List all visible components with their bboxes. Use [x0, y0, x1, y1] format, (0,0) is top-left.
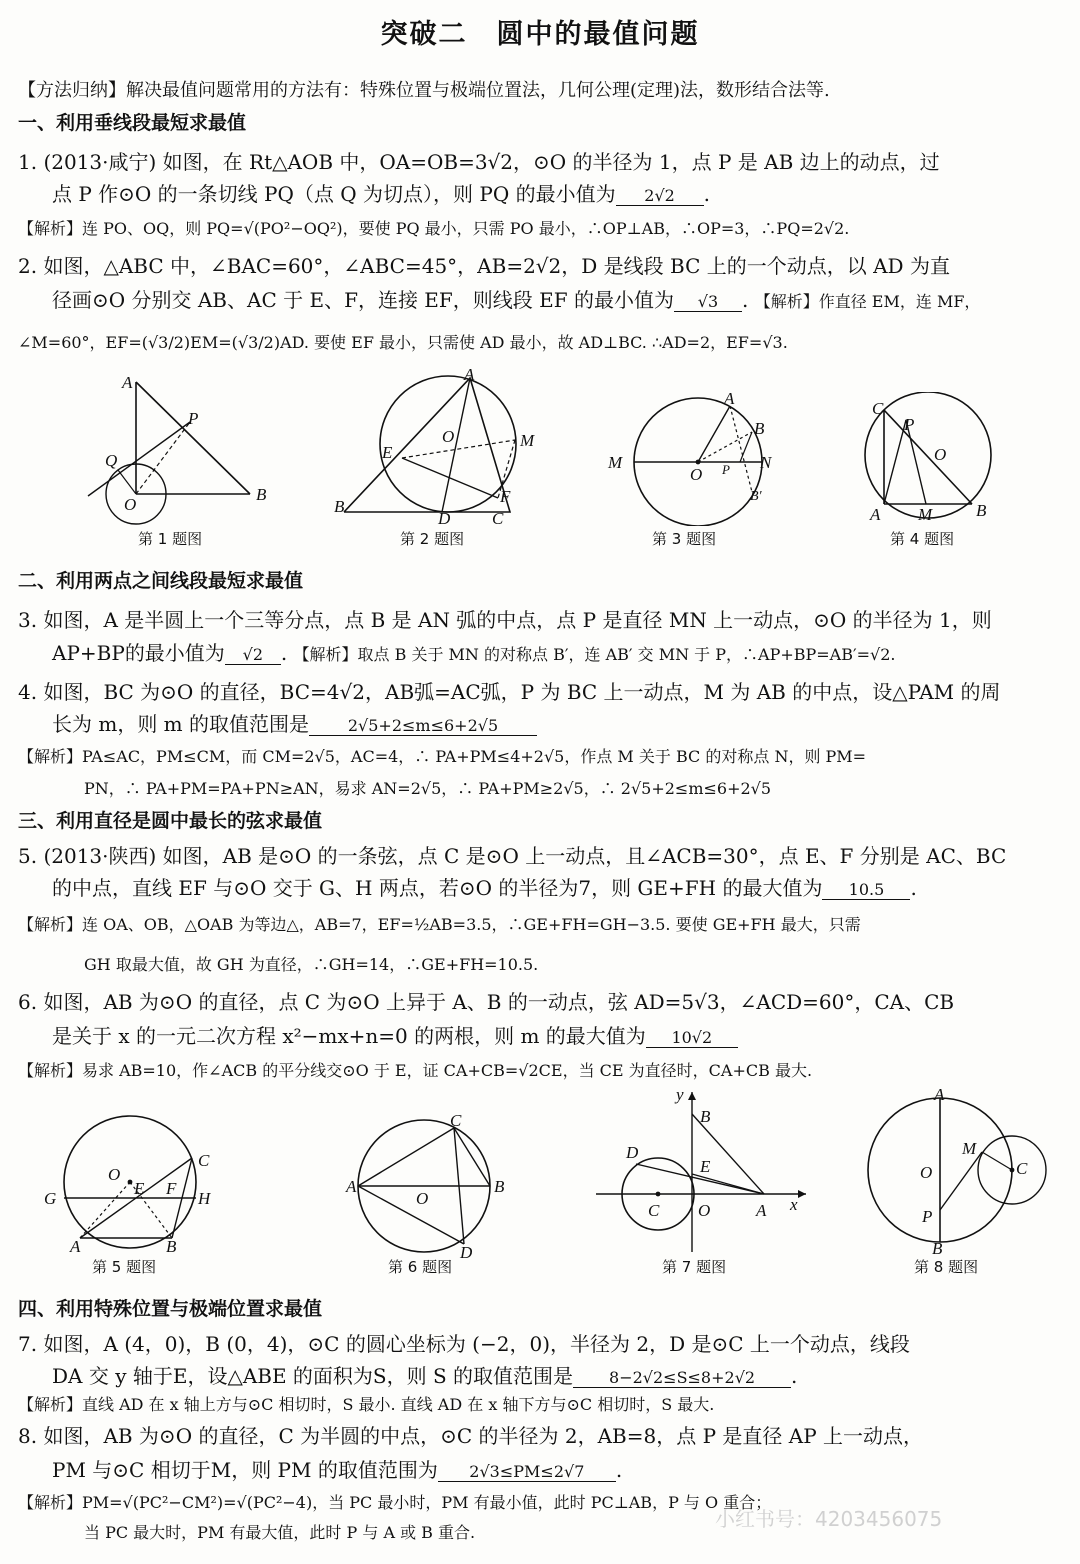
fig1-label-q: Q	[105, 451, 118, 470]
fig3-label-b-prime: B′	[750, 489, 762, 504]
caption-5: 第 5 题图	[92, 1258, 157, 1276]
fig3-label-o: O	[690, 465, 703, 484]
fig3-label-m: M	[608, 453, 623, 472]
fig7-label-a: A	[756, 1201, 767, 1220]
caption-4: 第 4 题图	[890, 530, 955, 548]
q8-answer: 2√3≤PM≤2√7	[438, 1462, 616, 1482]
fig4-label-p: P	[904, 415, 915, 434]
figure-1	[78, 366, 288, 526]
caption-8: 第 8 题图	[914, 1258, 979, 1276]
fig2-label-f: F	[500, 487, 511, 506]
fig7-label-o: O	[698, 1201, 711, 1220]
q3-line2: AP+BP的最小值为 √2 . 【解析】取点 B 关于 MN 的对称点 B′，连 AB′ 交 MN 于 P，∴AP+BP=AB′=√2.	[52, 641, 896, 665]
q8-solution-2: 当 PC 最大时，PM 有最大值，此时 P 与 A 或 B 重合.	[84, 1523, 476, 1542]
fig5-label-e: E	[134, 1179, 145, 1198]
caption-6: 第 6 题图	[388, 1258, 453, 1276]
fig6-label-o: O	[416, 1189, 429, 1208]
q8-line2: PM 与⊙C 相切于M，则 PM 的取值范围为 2√3≤PM≤2√7 .	[52, 1458, 623, 1482]
fig7-label-d: D	[626, 1143, 639, 1162]
fig3-label-p: P	[722, 462, 730, 477]
fig5-label-f: F	[166, 1179, 177, 1198]
fig4-label-m: M	[918, 505, 933, 524]
caption-1: 第 1 题图	[138, 530, 203, 548]
fig6-label-d: D	[460, 1243, 473, 1258]
figure-6	[340, 1110, 520, 1258]
figure-8	[864, 1086, 1054, 1256]
fig3-label-n: N	[760, 453, 772, 472]
q6-answer: 10√2	[646, 1028, 738, 1048]
fig6-label-a: A	[346, 1177, 357, 1196]
fig2-label-d: D	[438, 509, 451, 526]
q7-line1: 7. 如图，A (4，0)，B (0，4)，⊙C 的圆心坐标为 (−2，0)，半径为 2，D 是⊙C 上一个动点，线段	[18, 1332, 910, 1356]
fig5-label-a: A	[70, 1237, 81, 1256]
fig5-label-c: C	[198, 1151, 210, 1170]
q6-line2: 是关于 x 的一元二次方程 x²−mx+n=0 的两根，则 m 的最大值为 10√2	[52, 1020, 738, 1049]
q2-line1: 2. 如图，△ABC 中，∠BAC=60°，∠ABC=45°，AB=2√2，D 是线段 BC 上的一个动点，以 AD 为直	[18, 254, 950, 278]
q7-answer: 8−2√2≤S≤8+2√2	[573, 1368, 791, 1388]
q6-solution: 【解析】易求 AB=10，作∠ACB 的平分线交⊙O 于 E，证 CA+CB=√2CE，当 CE 为直径时，CA+CB 最大.	[18, 1061, 813, 1080]
fig8-label-o: O	[920, 1163, 933, 1182]
fig2-label-c: C	[492, 509, 504, 526]
fig5-label-h: H	[198, 1189, 211, 1208]
fig6-label-c: C	[450, 1111, 462, 1130]
q2-line2: 径画⊙O 分别交 AB、AC 于 E、F，连接 EF，则线段 EF 的最小值为 √3 . 【解析】作直径 EM，连 MF，	[52, 288, 981, 312]
q8-solution-1: 【解析】PM=√(PC²−CM²)=√(PC²−4)，当 PC 最小时，PM 有最小值，此时 PC⊥AB，P 与 O 重合；	[18, 1493, 772, 1512]
q5-solution-1: 【解析】连 OA、OB，△OAB 为等边△，AB=7，EF=½AB=3.5，∴GE+FH=GH−3.5. 要使 GE+FH 最大，只需	[18, 915, 861, 934]
fig5-label-g: G	[44, 1189, 57, 1208]
q4-line1: 4. 如图，BC 为⊙O 的直径，BC=4√2，AB弧=AC弧，P 为 BC 上一动点，M 为 AB 的中点，设△PAM 的周	[18, 680, 1001, 704]
fig2-label-b: B	[334, 497, 345, 516]
q4-answer: 2√5+2≤m≤6+2√5	[309, 716, 537, 736]
fig3-label-b: B	[754, 419, 765, 438]
q7-solution: 【解析】直线 AD 在 x 轴上方与⊙C 相切时，S 最小. 直线 AD 在 x 轴下方与⊙C 相切时，S 最大.	[18, 1395, 715, 1414]
fig8-label-p: P	[922, 1207, 933, 1226]
q1-answer: 2√2	[616, 186, 704, 206]
q8-line1: 8. 如图，AB 为⊙O 的直径，C 为半圆的中点，⊙C 的半径为 2，AB=8，点 P 是直径 AP 上一动点，	[18, 1424, 924, 1448]
fig7-label-x: x	[790, 1195, 798, 1214]
q2-answer: √3	[674, 292, 742, 312]
q5-answer: 10.5	[822, 880, 910, 900]
figure-3	[600, 376, 790, 526]
section-heading-4: 四、利用特殊位置与极端位置求最值	[18, 1298, 323, 1320]
fig2-label-o: O	[442, 427, 455, 446]
figure-5	[36, 1110, 226, 1258]
figure-4	[860, 392, 1010, 526]
fig5-label-b: B	[166, 1237, 177, 1256]
figure-7	[596, 1084, 816, 1254]
page-title: 突破二 圆中的最值问题	[380, 19, 700, 50]
q4-line2: 长为 m，则 m 的取值范围是 2√5+2≤m≤6+2√5	[52, 708, 537, 737]
method-summary: 【方法归纳】解决最值问题常用的方法有：特殊位置与极端位置法，几何公理(定理)法，数形结合法等.	[18, 80, 830, 101]
fig1-label-o: O	[124, 495, 137, 514]
q1-solution: 【解析】连 PO、OQ，则 PQ=√(PO²−OQ²)，要使 PQ 最小，只需 PO 最小，∴OP⊥AB，∴OP=3，∴PQ=2√2.	[18, 219, 850, 238]
caption-2: 第 2 题图	[400, 530, 465, 548]
fig7-label-b: B	[700, 1107, 711, 1126]
q4-solution-2: PN，∴ PA+PM=PA+PN≥AN，易求 AN=2√5，∴ PA+PM≥2√5，∴ 2√5+2≤m≤6+2√5	[84, 779, 772, 798]
fig7-label-c: C	[648, 1201, 660, 1220]
fig6-label-b: B	[494, 1177, 505, 1196]
fig1-label-a: A	[122, 373, 133, 392]
fig7-label-y: y	[676, 1085, 684, 1104]
q1-line2: 点 P 作⊙O 的一条切线 PQ（点 Q 为切点），则 PQ 的最小值为 2√2 .	[52, 182, 710, 206]
q3-answer: √2	[225, 645, 281, 665]
fig4-label-a: A	[870, 505, 881, 524]
fig8-label-b: B	[932, 1239, 943, 1256]
q7-line2: DA 交 y 轴于E，设△ABE 的面积为S，则 S 的取值范围是 8−2√2≤S≤8+2√2 .	[52, 1364, 798, 1388]
fig3-label-a: A	[724, 389, 735, 408]
fig4-label-b: B	[976, 501, 987, 520]
q5-line2: 的中点，直线 EF 与⊙O 交于 G、H 两点，若⊙O 的半径为7，则 GE+FH 的最大值为 10.5 .	[52, 876, 917, 900]
caption-7: 第 7 题图	[662, 1258, 727, 1276]
section-heading-2: 二、利用两点之间线段最短求最值	[18, 570, 304, 592]
q3-line1: 3. 如图，A 是半圆上一个三等分点，点 B 是 AN 弧的中点，点 P 是直径 MN 上一动点，⊙O 的半径为 1，则	[18, 608, 992, 632]
fig1-label-p: P	[188, 409, 199, 428]
fig1-label-b: B	[256, 485, 267, 504]
fig4-label-c: C	[872, 399, 884, 418]
fig8-label-m: M	[962, 1139, 977, 1158]
watermark: 小红书号：4203456075	[715, 1507, 943, 1531]
fig8-label-c: C	[1016, 1159, 1028, 1178]
fig8-label-a: A	[934, 1086, 945, 1104]
section-heading-1: 一、利用垂线段最短求最值	[18, 112, 247, 134]
q6-line1: 6. 如图，AB 为⊙O 的直径，点 C 为⊙O 上异于 A、B 的一动点，弦 AD=5√3，∠ACD=60°，CA、CB	[18, 990, 955, 1014]
section-heading-3: 三、利用直径是圆中最长的弦求最值	[18, 810, 323, 832]
fig4-label-o: O	[934, 445, 947, 464]
caption-3: 第 3 题图	[652, 530, 717, 548]
q1-line1: 1. (2013·咸宁) 如图，在 Rt△AOB 中，OA=OB=3√2，⊙O 的半径为 1，点 P 是 AB 边上的动点，过	[18, 150, 940, 174]
q5-solution-2: GH 取最大值，故 GH 为直径，∴GH=14，∴GE+FH=10.5.	[84, 955, 539, 974]
fig2-label-e: E	[382, 443, 393, 462]
fig2-label-m: M	[520, 431, 535, 450]
q4-solution-1: 【解析】PA≤AC，PM≤CM，而 CM=2√5，AC=4，∴ PA+PM≤4+2√5，作点 M 关于 BC 的对称点 N，则 PM=	[18, 747, 867, 766]
q5-line1: 5. (2013·陕西) 如图，AB 是⊙O 的一条弦，点 C 是⊙O 上一动点，且∠ACB=30°，点 E、F 分别是 AC、BC	[18, 844, 1007, 868]
q2-solution: ∠M=60°，EF=(√3/2)EM=(√3/2)AD. 要使 EF 最小，只需使 AD 最小，故 AD⊥BC. ∴AD=2，EF=√3.	[18, 333, 788, 352]
fig7-label-e: E	[700, 1157, 711, 1176]
fig2-label-a: A	[464, 366, 475, 384]
figure-2	[330, 366, 550, 526]
fig5-label-o: O	[108, 1165, 121, 1184]
